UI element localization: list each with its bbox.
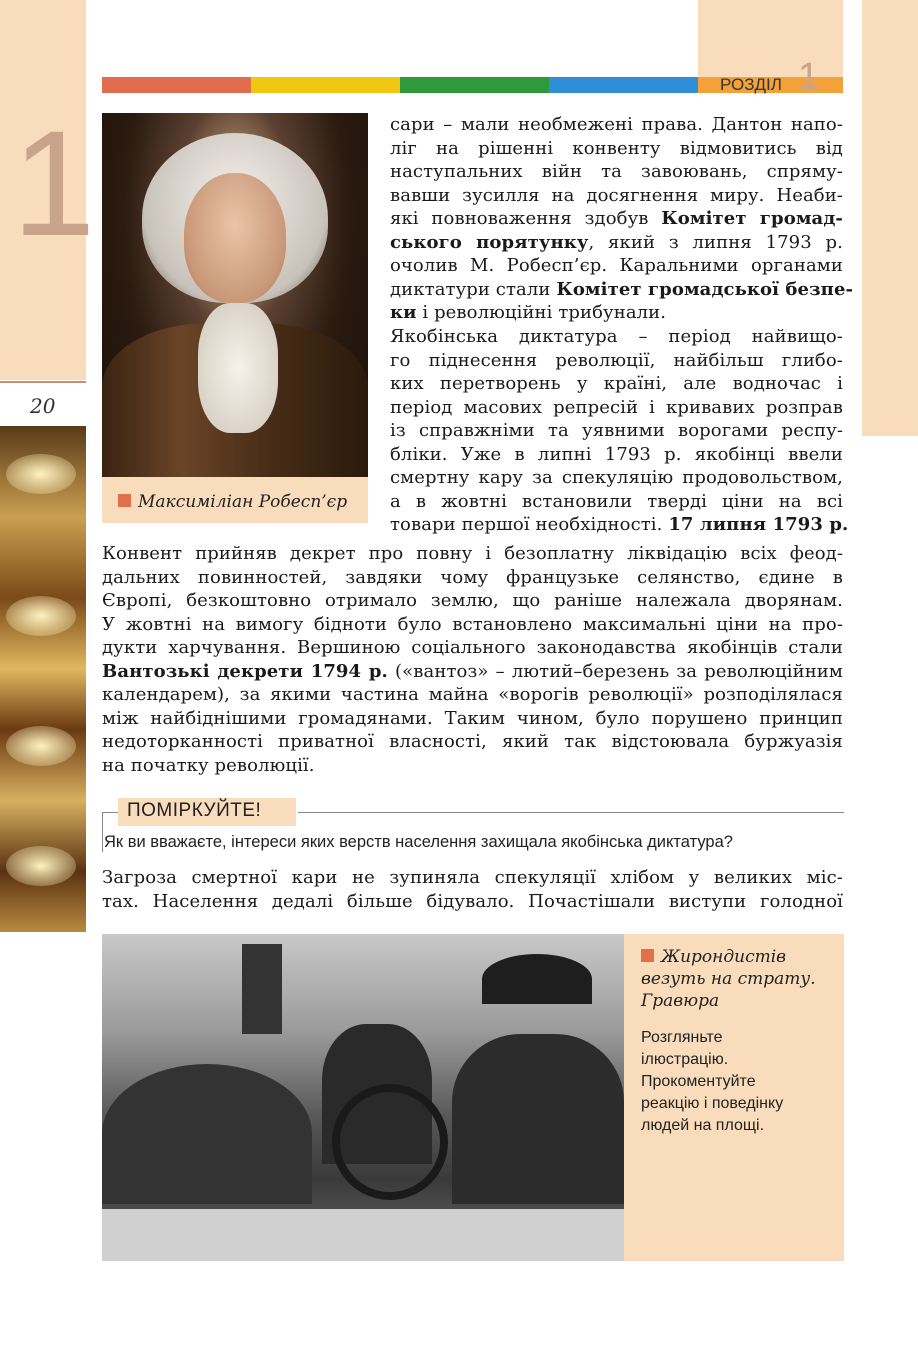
text-line (390, 490, 843, 514)
text-line (102, 613, 843, 637)
text-line (102, 636, 843, 660)
text-run: вавши зусилля на досягнення миру. Неаби- (390, 184, 843, 206)
text-line (390, 443, 843, 467)
color-bar-segment (251, 77, 400, 93)
text-run: тах. Населення дедалі більше бідувало. Почастішали виступи голодної (102, 890, 843, 912)
caption-square-icon (118, 494, 131, 507)
engraving-umbrella (482, 954, 592, 1004)
think-box-title: ПОМІРКУЙТЕ! (127, 800, 262, 821)
engraving-task-line: ілюстрацію. (641, 1051, 729, 1068)
text-line (390, 325, 843, 349)
bold-term: 17 липня 1793 р. (668, 514, 849, 536)
text-run: Конвент прийняв декрет про повну і безоплатну ліквідацію всіх феод- (102, 543, 843, 564)
text-line (102, 566, 843, 590)
engraving-task (641, 1027, 837, 1137)
portrait-caption-text: Максиміліан Робесп’єр (138, 492, 348, 512)
engraving-caption (641, 946, 837, 1012)
text-line (390, 231, 843, 255)
text-line (390, 278, 854, 302)
text-run: між найбіднішими громадянами. Таким чином, було порушено принцип (102, 707, 843, 729)
text-run: Загроза смертної кари не зупиняла спекуляції хлібом у великих міс- (102, 867, 843, 888)
margin-decorative-photo (0, 426, 86, 932)
section-label: РОЗДІЛ (720, 75, 782, 94)
bold-term: ського порятунку (390, 231, 589, 253)
text-run: («вантоз» – лютий–березень за революційним (387, 660, 843, 682)
engraving-guillotine (242, 944, 282, 1034)
engraving-cart-wheel (332, 1084, 448, 1200)
engraving-people-left (102, 1064, 312, 1204)
text-line (102, 707, 843, 731)
text-run: бліки. Уже в липні 1793 р. якобінці ввели (390, 443, 843, 465)
bold-term: Комітет громадської безпе- (556, 278, 854, 300)
bold-term: ки (390, 302, 417, 324)
engraving-girondins-execution (102, 934, 624, 1261)
text-run: а в жовтні встановили тверді ціни на всі (390, 490, 843, 512)
portrait-face (184, 173, 286, 303)
text-run: календарем), за якими частина майна «ворогів революції» розподілялася (102, 684, 843, 706)
page-number: 20 (30, 394, 56, 418)
section-number: 1 (798, 56, 820, 98)
text-run: наступальних війн та завоювань, спряму- (390, 161, 843, 183)
text-line (102, 866, 843, 890)
text-line (390, 396, 843, 420)
color-bar-segment (549, 77, 698, 93)
text-run: ліг на рішенні конвенту відмовитись від (390, 137, 843, 159)
text-line (102, 589, 843, 613)
text-run: смертну кару за спекуляцію продовольством, (390, 467, 843, 489)
text-line (390, 419, 843, 443)
text-run: сари – мали необмежені права. Дантон напо- (390, 114, 843, 135)
text-run: го піднесення революції, найбільш глибо- (390, 349, 843, 371)
text-line (390, 113, 843, 137)
engraving-caption-line: Гравюра (641, 991, 720, 1011)
text-run: товари першої необхідності. (390, 514, 669, 536)
text-run: Якобінська диктатура – період найвищо- (390, 325, 843, 347)
engraving-task-line: Розгляньте (641, 1029, 723, 1046)
text-run: , який з липня 1793 р. (588, 231, 843, 253)
right-margin-strip (862, 0, 918, 436)
color-bar-segment (102, 77, 251, 93)
text-run: Європі, безкоштовно отримало землю, що раніше належала дворянам. (102, 590, 843, 612)
text-run: дукти харчування. Вершиною соціального законодавства якобінців стали (102, 637, 843, 659)
text-run: які повноваження здобув (390, 208, 662, 230)
text-run: ких перетворень у країні, але водночас і (390, 373, 843, 395)
think-box-rule (102, 812, 103, 852)
text-line (390, 466, 843, 490)
text-line (102, 730, 843, 754)
text-line (102, 683, 843, 707)
engraving-caption-line: везуть на страту. (641, 969, 816, 989)
engraving-caption-line: Жирондистів (661, 947, 787, 967)
text-line (390, 160, 843, 184)
bold-term: Комітет громад- (661, 208, 843, 230)
text-line (102, 754, 843, 778)
text-line (390, 372, 843, 396)
text-run: очолив М. Робесп’єр. Каральними органами (390, 255, 843, 277)
engraving-people-right (452, 1034, 624, 1204)
engraving-task-line: людей на площі. (641, 1117, 765, 1134)
portrait-cravat (198, 303, 278, 433)
engraving-ground (102, 1209, 624, 1261)
text-line (390, 137, 843, 161)
text-run: із справжніми та уявними ворогами респу- (390, 420, 843, 442)
engraving-task-line: Прокоментуйте (641, 1073, 756, 1090)
chandelier-glow (6, 454, 76, 494)
text-run: дальних повинностей, завдяки чому французьке селянство, єдине в (102, 566, 843, 588)
bold-term: Вантозькі декрети 1794 р. (102, 660, 388, 682)
text-line (390, 254, 843, 278)
text-run: У жовтні на вимогу бідноти було встановлено максимальні ціни на про- (102, 613, 843, 635)
text-line (390, 207, 843, 231)
caption-square-icon (641, 949, 654, 962)
text-run: період масових репресій і кривавих розправ (390, 396, 843, 418)
color-bar-segment (400, 77, 549, 93)
section-tab (698, 0, 843, 78)
think-box-rule (102, 812, 118, 813)
text-run: на початку революції. (102, 754, 315, 776)
text-line (390, 184, 843, 208)
text-line (102, 890, 843, 914)
chandelier-glow (6, 726, 76, 766)
text-line (390, 301, 843, 325)
text-run: і революційні трибунали. (416, 302, 667, 324)
chapter-number-large: 1 (12, 99, 96, 267)
chandelier-glow (6, 596, 76, 636)
portrait-robespierre (102, 113, 368, 477)
text-run: недоторканності приватної власності, який так відстоювала буржуазія (102, 731, 843, 753)
page-number-rule (0, 381, 86, 383)
chandelier-glow (6, 846, 76, 886)
text-line (390, 349, 843, 373)
text-line (390, 513, 849, 537)
think-box-rule (298, 812, 844, 813)
text-line (102, 542, 843, 566)
engraving-task-line: реакцію і поведінку (641, 1095, 784, 1112)
text-line (102, 660, 843, 684)
portrait-caption (118, 492, 347, 512)
text-run: диктатури стали (390, 278, 557, 300)
think-box-question: Як ви вважаєте, інтереси яких верств населення захищала якобінська диктатура? (104, 833, 733, 851)
